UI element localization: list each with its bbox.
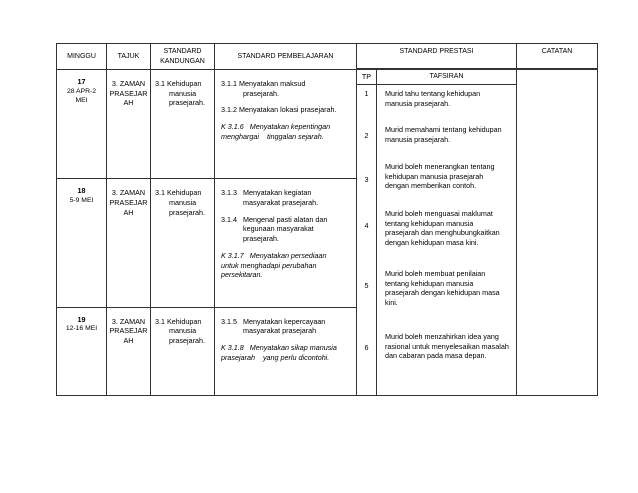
sp-cell (215, 307, 357, 395)
week-cell (57, 179, 107, 307)
sk-code: 3.1 (155, 79, 165, 88)
table-row (57, 70, 598, 179)
sk-title: Kehidupan (167, 188, 202, 198)
lesson-plan-table (56, 43, 598, 396)
tajuk-cell (107, 179, 151, 307)
sp-code: K 3.1.7 (221, 250, 244, 260)
sp-text: Mengenal pasti alatan dan (243, 214, 328, 224)
header-tajuk: TAJUK (107, 44, 151, 70)
sp-code: 3.1.5 (221, 316, 237, 326)
sp-code: 3.1.2 (221, 105, 237, 115)
tajuk-line: AH (123, 98, 134, 108)
tp-level: 1 (364, 89, 369, 98)
tp-level: 3 (364, 175, 369, 184)
tafsiran-item: Murid boleh membuat penilaian tentang kehidupan manusia prasejarah dengan kehidupan masa kini. (385, 269, 500, 308)
sp-text: Menyatakan kepercayaan (243, 316, 326, 326)
tajuk-line: PRASEJAR (109, 326, 148, 336)
sk-line: prasejarah. (169, 207, 205, 217)
sp-text-cont: untuk menghadapi perubahan persekitaran. (221, 260, 317, 280)
tafsiran-item: Murid boleh menerangkan tentang kehidupan manusia prasejarah dengan memberikan contoh. (385, 162, 495, 191)
sk-line: prasejarah. (169, 336, 205, 346)
sp-text-cont: prasejarah yang perlu dicontohi. (221, 352, 330, 362)
tajuk-line: 3. ZAMAN (111, 79, 146, 88)
sp-text-cont: masyarakat prasejarah. (243, 198, 319, 208)
catatan-cell (517, 70, 598, 396)
tafsiran-item: Murid boleh menzahirkan idea yang rasional untuk menyelesaikan masalah dan cabaran pada masa depan. (385, 332, 509, 361)
sk-code: 3.1 (155, 316, 165, 326)
week-number: 19 (77, 314, 86, 324)
sk-line: manusia (169, 326, 197, 336)
week-number: 18 (77, 186, 86, 196)
tajuk-line: PRASEJAR (109, 88, 148, 98)
header-sk-line2: KANDUNGAN (160, 57, 205, 65)
sp-code: K 3.1.8 (221, 343, 244, 353)
tp-level: 4 (364, 221, 369, 230)
sp-cell (215, 70, 357, 179)
tajuk-line: 3. ZAMAN (111, 188, 146, 198)
week-date-cont: MEI (75, 96, 88, 104)
tafsiran-column (377, 70, 517, 396)
sk-cell (151, 179, 215, 307)
header-minggu: MINGGU (57, 44, 107, 70)
tajuk-cell (107, 307, 151, 395)
header-standard-prestasi: STANDARD PRESTASI (357, 44, 517, 69)
header-catatan: CATATAN (517, 44, 598, 69)
sp-code: K 3.1.6 (221, 122, 244, 132)
header-standard-pembelajaran: STANDARD PEMBELAJARAN (215, 44, 357, 70)
tajuk-line: AH (123, 336, 134, 346)
sp-text-cont: prasejarah. (243, 88, 279, 98)
sp-text-cont: kegunaan masyarakat prasejarah. (243, 224, 314, 244)
week-number: 17 (77, 77, 86, 86)
sp-text: Menyatakan lokasi prasejarah. (239, 105, 337, 115)
sk-cell (151, 307, 215, 395)
sp-text-cont: menghargai tinggalan sejarah. (221, 131, 324, 141)
header-standard-kandungan (151, 44, 215, 70)
sp-text: Menyatakan kepentingan (249, 122, 331, 132)
tp-header: TP (357, 70, 376, 85)
tp-level: 2 (364, 131, 369, 140)
tajuk-line: 3. ZAMAN (111, 316, 146, 326)
sp-text: Menyatakan sikap manusia (249, 343, 337, 353)
sp-text-cont: masyarakat prasejarah (243, 326, 317, 336)
sp-text: Menyatakan persediaan (249, 250, 327, 260)
tajuk-line: PRASEJAR (109, 198, 148, 208)
week-cell (57, 307, 107, 395)
tp-level: 5 (364, 281, 369, 290)
sp-code: 3.1.3 (221, 188, 237, 198)
sk-cell (151, 70, 215, 179)
sp-code: 3.1.1 (221, 79, 237, 88)
sp-code: 3.1.4 (221, 214, 237, 224)
sk-line: manusia (169, 198, 197, 208)
sp-text: Menyatakan maksud (239, 79, 306, 88)
tafsiran-item: Murid memahami tentang kehidupan manusia prasejarah. (385, 125, 502, 144)
week-cell (57, 70, 107, 179)
tp-column (357, 70, 377, 396)
tafsiran-item: Murid tahu tentang kehidupan manusia prasejarah. (385, 89, 481, 108)
tp-level: 6 (364, 343, 369, 352)
sk-line: prasejarah. (169, 98, 205, 108)
tajuk-cell (107, 70, 151, 179)
sp-cell (215, 179, 357, 307)
week-date: 12-16 MEI (65, 325, 98, 333)
sk-title: Kehidupan (167, 79, 202, 88)
sk-code: 3.1 (155, 188, 165, 198)
sk-title: Kehidupan (167, 316, 202, 326)
tafsiran-header: TAFSIRAN (377, 70, 516, 85)
week-date: 28 APR-2 (66, 87, 97, 95)
tajuk-line: AH (123, 207, 134, 217)
week-date: 5-9 MEI (69, 197, 94, 205)
sp-text: Menyatakan kegiatan (243, 188, 312, 198)
header-sk-line1: STANDARD (163, 48, 202, 56)
sk-line: manusia (169, 88, 197, 98)
tafsiran-item: Murid boleh menguasai maklumat tentang kehidupan manusia prasejarah dan menghubungkaitkan dengan kehidupan masa kini. (385, 209, 500, 248)
header-row (57, 44, 598, 69)
